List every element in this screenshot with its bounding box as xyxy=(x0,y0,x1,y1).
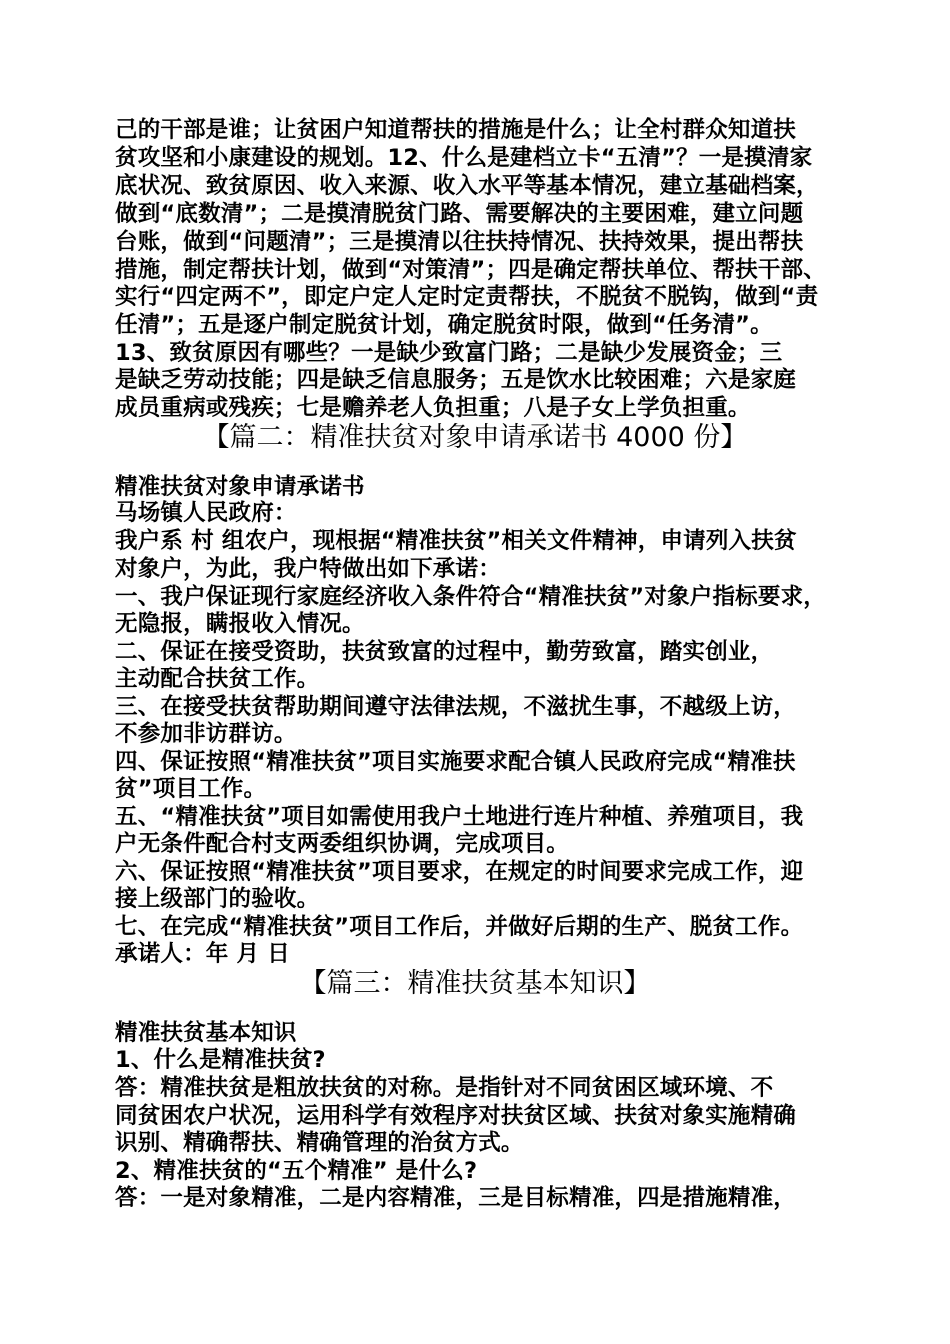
part1-line-5: 台账，做到“问题清”；三是摸清以往扶持情况、扶持效果，提出帮扶 xyxy=(115,229,804,255)
part1-line-1: 己的干部是谁；让贫困户知道帮扶的措施是什么；让全村群众知道扶 xyxy=(115,117,797,143)
part2-line-8: 主动配合扶贫工作。 xyxy=(115,666,320,692)
part1-line-10: 是缺乏劳动技能；四是缺乏信息服务；五是饮水比较困难；六是家庭 xyxy=(115,367,797,393)
part3-line-4: 同贫困农户状况，运用科学有效程序对扶贫区域、扶贫对象实施精确 xyxy=(115,1103,797,1129)
part1-line-3: 底状况、致贫原因、收入来源、收入水平等基本情况，建立基础档案， xyxy=(115,173,819,199)
section-heading-3: 【篇三：精准扶贫基本知识】 xyxy=(299,968,651,999)
part2-line-17: 七、在完成“精准扶贫”项目工作后，并做好后期的生产、脱贫工作。 xyxy=(115,914,804,940)
part2-line-3: 我户系 村 组农户，现根据“精准扶贫”相关文件精神，申请列入扶贫 xyxy=(115,528,797,554)
part1-line-8: 任清”；五是逐户制定脱贫计划，确定脱贫时限，做到“任务清”。 xyxy=(115,312,773,338)
part2-line-12: 贫”项目工作。 xyxy=(115,776,267,802)
section-heading-2: 【篇二：精准扶贫对象申请承诺书 4000 份】 xyxy=(202,422,748,453)
part2-line-13: 五、“精准扶贫”项目如需使用我户土地进行连片种植、养殖项目，我 xyxy=(115,804,804,830)
part2-line-18: 承诺人：年 月 日 xyxy=(115,941,290,967)
part2-line-11: 四、保证按照“精准扶贫”项目实施要求配合镇人民政府完成“精准扶 xyxy=(115,749,796,775)
part3-line-3: 答：精准扶贫是粗放扶贫的对称。是指针对不同贫困区域环境、不 xyxy=(115,1075,774,1101)
part3-line-1: 精准扶贫基本知识 xyxy=(115,1020,297,1046)
part2-line-16: 接上级部门的验收。 xyxy=(115,886,320,912)
part2-line-9: 三、在接受扶贫帮助期间遵守法律法规，不滋扰生事，不越级上访， xyxy=(115,694,797,720)
part2-line-4: 对象户，为此，我户特做出如下承诺： xyxy=(115,556,501,582)
part2-line-2: 马场镇人民政府： xyxy=(115,500,297,526)
part2-line-15: 六、保证按照“精准扶贫”项目要求，在规定的时间要求完成工作，迎 xyxy=(115,859,804,885)
part1-line-6: 措施，制定帮扶计划，做到“对策清”；四是确定帮扶单位、帮扶干部、 xyxy=(115,257,826,283)
part1-line-7: 实行“四定两不”，即定户定人定时定责帮扶，不脱贫不脱钩，做到“责 xyxy=(115,284,819,310)
part1-line-11: 成员重病或残疾；七是赡养老人负担重；八是子女上学负担重。 xyxy=(115,395,751,421)
part1-line-4: 做到“底数清”；二是摸清脱贫门路、需要解决的主要困难，建立问题 xyxy=(115,201,804,227)
part2-line-14: 户无条件配合村支两委组织协调，完成项目。 xyxy=(115,831,570,857)
part3-line-6: 2、精准扶贫的“五个精准” 是什么? xyxy=(115,1158,478,1184)
part2-line-6: 无隐报，瞒报收入情况。 xyxy=(115,611,365,637)
part2-line-5: 一、我户保证现行家庭经济收入条件符合“精准扶贫”对象户指标要求， xyxy=(115,584,826,610)
part2-line-10: 不参加非访群访。 xyxy=(115,721,297,747)
part3-line-7: 答：一是对象精准，二是内容精准，三是目标精准，四是措施精准， xyxy=(115,1185,797,1211)
part2-line-1: 精准扶贫对象申请承诺书 xyxy=(115,474,365,500)
part2-line-7: 二、保证在接受资助，扶贫致富的过程中，勤劳致富，踏实创业， xyxy=(115,639,774,665)
part1-line-2: 贫攻坚和小康建设的规划。12、什么是建档立卡“五清”？一是摸清家 xyxy=(115,145,813,171)
part3-line-5: 识别、精确帮扶、精确管理的治贫方式。 xyxy=(115,1130,524,1156)
part3-line-2: 1、什么是精准扶贫? xyxy=(115,1047,326,1073)
part1-line-9: 13、致贫原因有哪些？一是缺少致富门路；二是缺少发展资金；三 xyxy=(115,340,783,366)
